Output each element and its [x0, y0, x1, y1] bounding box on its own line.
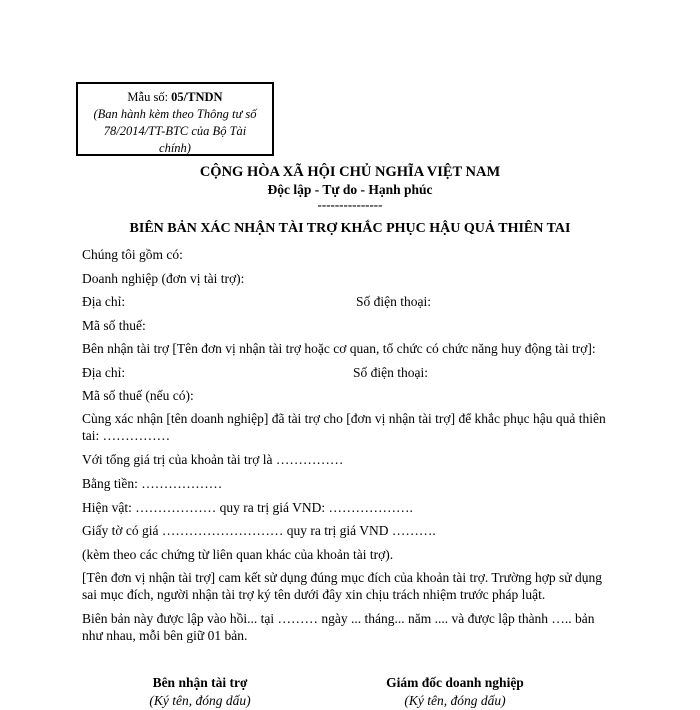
commitment-line-1: [Tên đơn vị nhận tài trợ] cam kết sử dụng đúng mục đích của khoản tài trợ. Trường hợp sử dụng: [82, 570, 602, 585]
country-name: CỘNG HÒA XÃ HỘI CHỦ NGHĨA VIỆT NAM: [199, 164, 501, 180]
donor-address: Địa chỉ:: [82, 294, 126, 309]
donor-tax-code: Mã số thuế:: [82, 318, 146, 333]
in-kind-line: Hiện vật: ……………… quy ra trị giá VND: ……………….: [82, 500, 413, 515]
recipient-signature-title: Bên nhận tài trợ: [152, 675, 248, 690]
recipient-signature-note: (Ký tên, đóng dấu): [149, 693, 251, 708]
director-signature-block: [370, 674, 540, 710]
director-signature-note: (Ký tên, đóng dấu): [404, 693, 506, 708]
commitment-line-2: sai mục đích, người nhận tài trợ ký tên dưới đây xin chịu trách nhiệm trước pháp luật.: [82, 587, 546, 602]
form-note-line-1: (Ban hành kèm theo Thông tư số: [93, 107, 257, 121]
confirm-line-1: Cùng xác nhận [tên doanh nghiệp] đã tài trợ cho [đơn vị nhận tài trợ] để khắc phục hậu quả thiên: [82, 411, 606, 426]
donor-phone: Số điện thoại:: [356, 294, 431, 309]
form-number: Mẫu số: 05/TNDN: [127, 90, 223, 104]
form-note-line-2: 78/2014/TT-BTC của Bộ Tài: [103, 124, 247, 138]
recipient-tax-code: Mã số thuế (nếu có):: [82, 388, 194, 403]
recipient-line: Bên nhận tài trợ [Tên đơn vị nhận tài trợ hoặc cơ quan, tổ chức có chức năng huy động tài trợ]:: [82, 341, 596, 356]
made-at-line-2: như nhau, mỗi bên giữ 01 bản.: [82, 628, 248, 643]
form-note-line-3: chính): [159, 141, 191, 155]
header-divider: ---------------: [317, 197, 383, 212]
motto: Độc lập - Tự do - Hạnh phúc: [267, 182, 433, 197]
confirm-line-2: tai: ……………: [82, 428, 171, 443]
made-at-line-1: Biên bản này được lập vào hồi... tại ……… ngày ... tháng... năm .... và được lập thành ….. bản: [82, 611, 595, 626]
recipient-signature-block: [130, 674, 270, 710]
form-number-box: [76, 82, 274, 156]
document-title: BIÊN BẢN XÁC NHẬN TÀI TRỢ KHẮC PHỤC HẬU QUẢ THIÊN TAI: [129, 221, 571, 236]
securities-line: Giấy tờ có giá ……………………… quy ra trị giá VND ……….: [82, 523, 436, 538]
donor-line: Doanh nghiệp (đơn vị tài trợ):: [82, 271, 245, 286]
director-signature-title: Giám đốc doanh nghiệp: [386, 675, 524, 690]
total-value-line: Với tổng giá trị của khoản tài trợ là ……………: [82, 452, 344, 467]
cash-line: Bằng tiền: ………………: [82, 476, 223, 491]
attachments-line: (kèm theo các chứng từ liên quan khác của khoản tài trợ).: [82, 547, 394, 562]
intro-line: Chúng tôi gồm có:: [82, 247, 183, 262]
recipient-phone: Số điện thoại:: [353, 365, 428, 380]
recipient-address: Địa chỉ:: [82, 365, 126, 380]
